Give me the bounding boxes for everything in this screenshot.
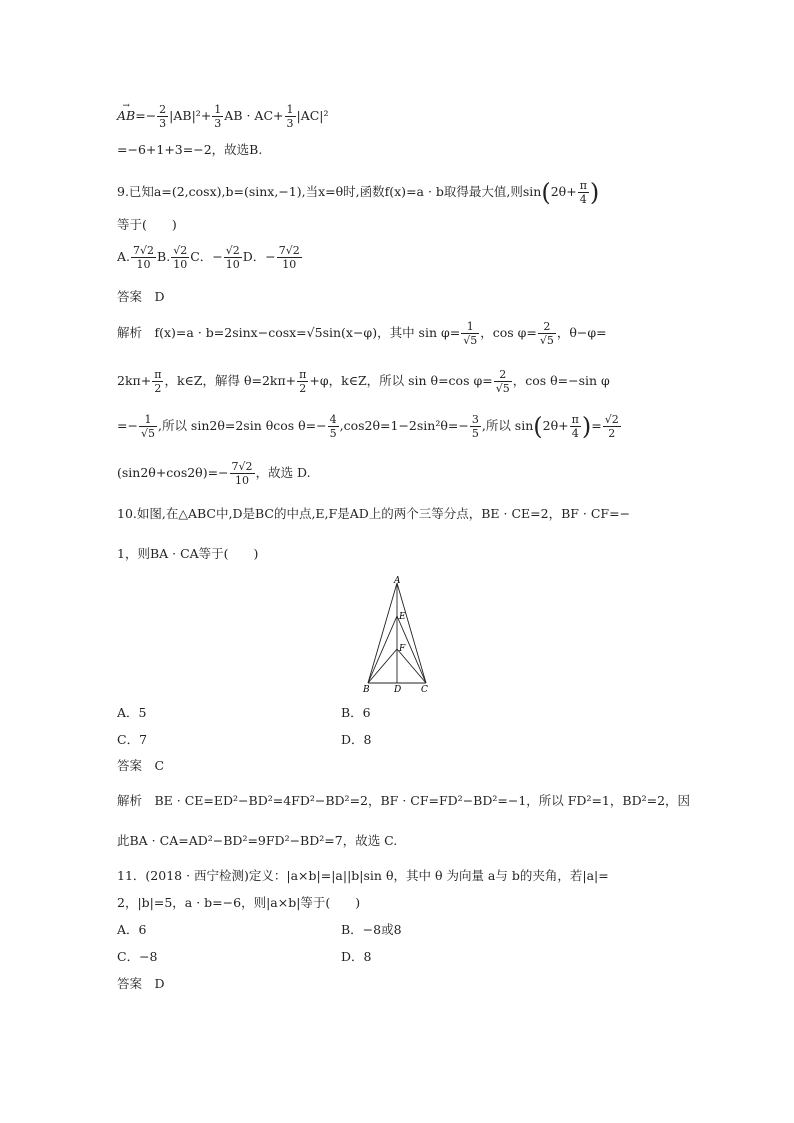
q11-stem-cont: 2，|b|=5，a · b=−6，则|a×b|等于( ) (117, 895, 361, 910)
q11-answer: 答案 D (117, 976, 165, 991)
label-c: C (421, 685, 428, 695)
q9-options (117, 244, 303, 271)
label-e: E (399, 612, 406, 622)
q9-solution-line1: 解析 f(x)=a · b=2sinx−cosx=√5sin(x−φ)，其中 sin φ= $\frac{1}{√5}$ ，cos φ= $\frac{2}{√5}$ ，θ−φ= (117, 320, 607, 347)
q9-answer: 答案 D (117, 289, 165, 304)
fraction: $\frac{1}{3}$ (286, 103, 294, 130)
q9-solution-line2: 2kπ+ $\frac{\pi}{2}$ ，k∈Z，解得 θ=2kπ+ $\frac{\pi}{2}$ +φ，k∈Z，所以 sin θ=cos φ= $\frac{2}{√5}$ ，cos θ=−sin φ (117, 368, 610, 395)
label-f: F (399, 644, 406, 654)
q10-option-a: A．5 (117, 705, 147, 720)
q10-stem-cont: 1，则BA · CA等于( ) (117, 546, 259, 561)
q9-option-d: D．− $\frac{7√2}{10}$ (242, 244, 300, 271)
q11-option-a: A．6 (117, 922, 147, 937)
label-d: D (394, 685, 402, 695)
q10-option-d: D．8 (341, 732, 372, 747)
fraction: $\frac{2}{3}$ (159, 103, 167, 130)
label-b: B (363, 685, 370, 695)
q10-solution-line2: 此BA · CA=AD²−BD²=9FD²−BD²=7，故选 C. (117, 833, 398, 848)
top-result-line: =−6+1+3=−2，故选B. (117, 142, 263, 157)
q9-solution-line3: =− $\frac{1}{√5}$ ,所以 sin2θ=2sin θcos θ=− $\frac{4}{5}$ ,cos2θ=1−2sin²θ=− $\frac{3}{5}$ ,所以 sin(2θ+ $\frac{\pi}{4}$ )= $\frac{√2}{2}$ (117, 412, 619, 441)
label-a: A (394, 576, 401, 586)
vector-ab: → AB (117, 107, 135, 125)
q9-option-b: B. $\frac{√2}{10}$ (157, 244, 188, 271)
q10-stem: 10.如图,在△ABC中,D是BC的中点,E,F是AD上的两个三等分点，BE · CE=2，BF · CF=− (117, 506, 631, 521)
q11-stem: 11．(2018 · 西宁检测)定义：|a×b|=|a||b|sin θ，其中 θ 为向量 a与 b的夹角，若|a|= (117, 868, 609, 883)
q9-solution-line4: (sin2θ+cos2θ)=− $\frac{7√2}{10}$ ，故选 D. (117, 460, 311, 487)
q9-option-c: C．− $\frac{√2}{10}$ (190, 244, 240, 271)
q11-option-c: C．−8 (117, 949, 158, 964)
q10-answer: 答案 C (117, 758, 165, 773)
q11-option-d: D．8 (341, 949, 372, 964)
q9-stem-cont: 等于( ) (117, 217, 177, 232)
q9-option-a: A. $\frac{7√2}{10}$ (117, 244, 155, 271)
q11-option-b: B．−8或8 (341, 922, 402, 937)
top-equation: → AB=− $\frac{2}{3}$ |AB|²+ $\frac{1}{3}$ AB · AC+ $\frac{1}{3}$ |AC|² (117, 103, 329, 130)
triangle-figure (360, 575, 435, 695)
q10-solution-line1: 解析 BE · CE=ED²−BD²=4FD²−BD²=2，BF · CF=FD²−BD²=−1，所以 FD²=1，BD²=2，因 (117, 793, 691, 808)
q10-option-c: C．7 (117, 732, 148, 747)
q9-stem: 9.已知a=(2,cosx),b=(sinx,−1),当x=θ时,函数f(x)=a · b取得最大值,则sin(2θ+ $\frac{\pi}{4}$ ) (117, 178, 600, 207)
q10-option-b: B．6 (341, 705, 371, 720)
fraction: $\frac{1}{3}$ (214, 103, 222, 130)
